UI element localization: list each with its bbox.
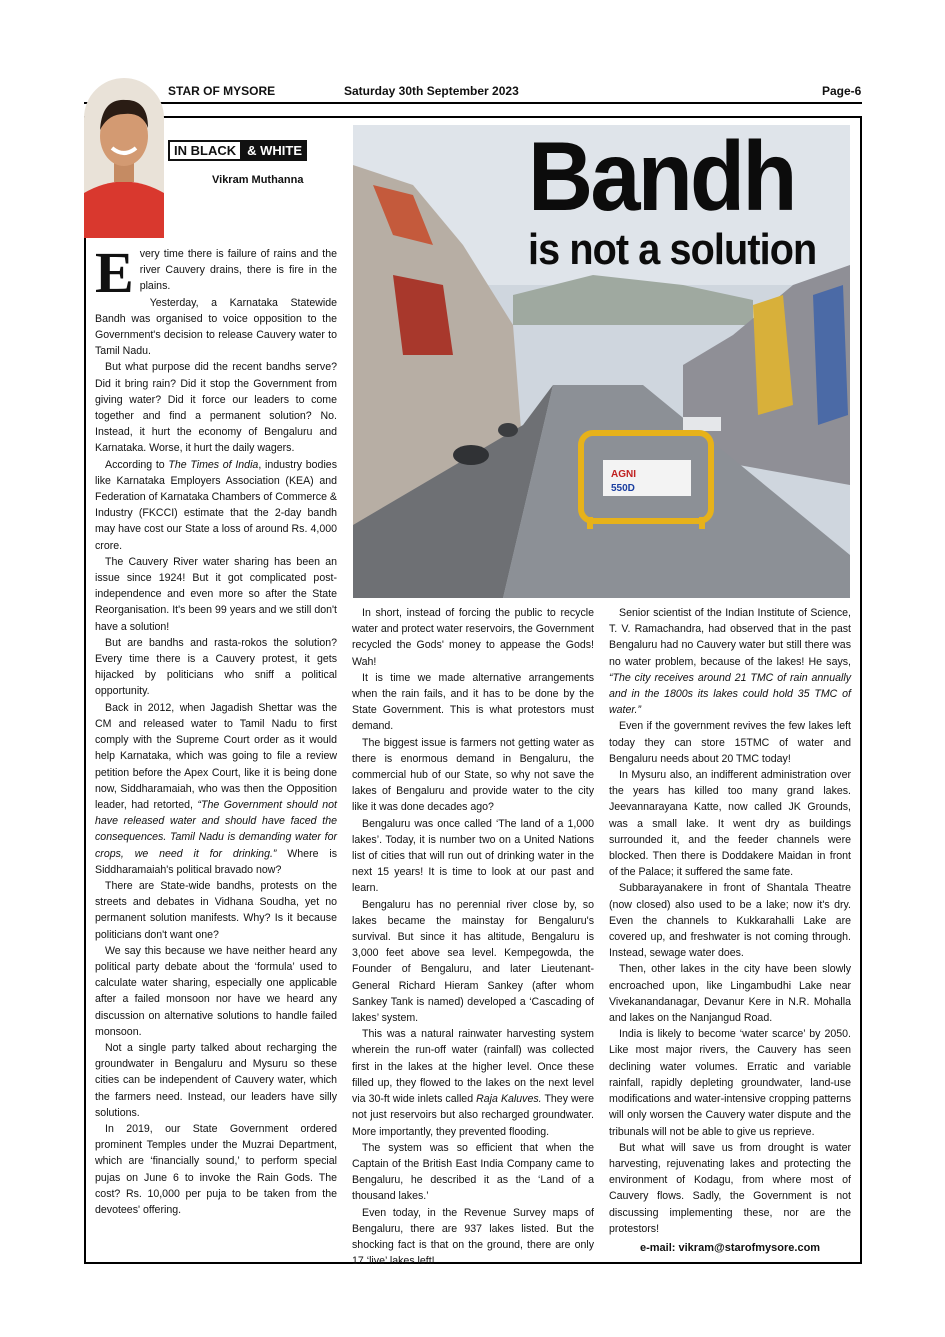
barricade-brand: AGNI <box>611 469 636 480</box>
paragraph: Bengaluru has no perennial river close by, so lakes became the mainstay for Bengaluru's survival. But since it has altitude, Bengaluru is 3,000 feet above sea level. Kempegowda, the Founder of Bengaluru, and later Lieutenant-General Richard Hieram Sankey (after whom Sankey Tank is named) developed a ‘Cascading of lakes’ system. <box>352 898 594 1025</box>
paragraph: Bengaluru was once called ‘The land of a 1,000 lakes’. Today, it is number two on a United Nations list of cities that will run out of drinking water in the next 15 years! It is time to look at our past and learn. <box>352 817 594 895</box>
masthead: STAR OF MYSORE <box>168 84 276 98</box>
author-byline: Vikram Muthanna <box>212 174 304 186</box>
paragraph: Yesterday, a Karnataka Statewide Bandh was organised to voice opposition to the Government's decision to release Cauvery water to Tamil Nadu. <box>95 296 337 358</box>
paragraph: We say this because we have neither heard any political party debate about the ‘formula’ used to calculate water sharing, especially one applicable after a failed monsoon nor have we heard any discussion on alternative solutions to handle failed monsoon. <box>95 944 337 1038</box>
page-number: Page-6 <box>822 84 862 98</box>
paragraph: In 2019, our State Government ordered prominent Temples under the Muzrai Department, which are ‘financially sound,’ to perform special pujas on June 6 to invoke the Rain Gods. The cost? Rs. 10,000 per puja to be taken from the devotees' offering. <box>95 1122 337 1216</box>
paragraph: But what will save us from drought is water harvesting, rejuvenating lakes and protecting the environment of Kodagu, from where most of Cauvery flows. Sadly, the Government is not discussing implementing these, nor are the protestors! <box>609 1141 851 1235</box>
article-column-1 <box>95 240 338 1218</box>
paragraph: Subbarayanakere in front of Shantala Theatre (now closed) also used to be a lake; now it's dry. Even the channels to Kukkarahalli Lake are covered up, and freshwater is not coming through. Instead, sewage water does. <box>609 882 851 960</box>
drop-cap: E <box>95 240 134 305</box>
issue-date: Saturday 30th September 2023 <box>344 84 519 98</box>
paragraph: Then, other lakes in the city have been slowly encroached upon, like Lingambudhi Lake near Vivekanandanagar, Devanur Kere in N.R. Mohalla and lakes on the Nanjangud Road. <box>609 963 851 1025</box>
paragraph: Even today, in the Revenue Survey maps of Bengaluru, there are 937 lakes listed. But the shocking fact is that on the ground, there are only 17 ‘live’ lakes left! <box>352 1206 594 1268</box>
paragraph: It is time we made alternative arrangements when the rain fails, and it has to be done by the State Government. This is what protestors must demand. <box>352 671 594 733</box>
paragraph: India is likely to become ‘water scarce’ by 2050. Like most major rivers, the Cauvery has seen declining water volumes. Erratic and variable rainfall, rapidly depleting groundwater, land-use modifications and water-intensive cropping patterns will only worsen the Cauvery water dispute and the tribunals will not be able to give us reprieve. <box>609 1028 851 1138</box>
author-portrait-image <box>84 78 164 238</box>
headline-main: Bandh <box>528 121 795 231</box>
paragraph: There are State-wide bandhs, protests on the streets and debates in Vidhana Soudha, yet no permanent solution manifests. Why? Is it because politicians don't want one? <box>95 879 337 941</box>
header-rule <box>84 102 862 104</box>
paragraph: According to The Times of India, industry bodies like Karnataka Employers Association (KEA) and Federation of Karnataka Chambers of Commerce & Industry (FKCCI) estimate that the 2-day bandh may have cost our State a loss of around Rs. 4,000 crore. <box>95 458 338 552</box>
author-email[interactable]: e-mail: vikram@starofmysore.com <box>640 1242 821 1254</box>
paragraph: Every time there is failure of rains and the river Cauvery drains, there is fire in the plains. <box>95 240 337 305</box>
paragraph: Even if the government revives the few lakes left today they can store 15TMC of water and Bengaluru needs about 20 TMC today! <box>609 720 851 765</box>
article-column-3 <box>609 605 851 1237</box>
author-photo <box>84 78 164 238</box>
headline-sub: is not a solution <box>528 225 817 274</box>
paragraph: In short, instead of forcing the public to recycle water and protect water reservoirs, the Government recycled the Gods' money to appease the Gods! Wah! <box>352 607 594 668</box>
column-tag <box>168 140 307 161</box>
paragraph: Senior scientist of the Indian Institute of Science, T. V. Ramachandra, had observed that in the past Bengaluru had no Cauvery water but still there was no water problem, because of the lakes! He says, “The city receives around 21 TMC of rain annually and in the 1800s its lakes could hold 35 TMC of water.” <box>609 607 851 717</box>
paragraph: Not a single party talked about recharging the groundwater in Bengaluru and Mysuru so these cities can be independent of Cauvery water, which the farmers need. Instead, our leaders have silly solutions. <box>95 1041 337 1119</box>
paragraph: But what purpose did the recent bandhs serve? Did it bring rain? Did it stop the Government from giving water? Did it force our leaders to come together and find a permanent solution? No. Instead, it hurt the economy of Bengaluru and Karnataka. Worse, it hurt the daily wagers. <box>95 361 337 455</box>
page-header <box>84 84 862 102</box>
paragraph: The biggest issue is farmers not getting water as there is enormous demand in Bengaluru, the commercial hub of our State, so why not save the lakes of Bengaluru and provide water to the city like it was done decades ago? <box>352 736 594 814</box>
paragraph: This was a natural rainwater harvesting system wherein the run-off water (rainfall) was collected first in the lakes at the higher level. Once these filled up, they flowed to the lakes on the next level via 30-ft wide inlets called Raja Kaluves. They were not just reservoirs but also recharged groundwater. More importantly, they prevented flooding. <box>352 1028 594 1138</box>
paragraph: Back in 2012, when Jagadish Shettar was the CM and released water to Tamil Nadu to first comply with the Supreme Court order as it would help Karnataka, which was going to file a review petition before the Apex Court, like it is being done now, Siddharamaiah, who was then the Opposition leader, had retorted, “The Government should not have released water and should have faced the consequences. Tamil Nadu is demanding water for crops, we need it for drinking.” Where is Siddharamaiah's political bravado now? <box>95 701 337 876</box>
tag-and-white: & WHITE <box>242 140 307 161</box>
paragraph: The Cauvery River water sharing has been an issue since 1924! But it got complicated post-independence and even more so after the State Reorganisation. It's been 99 years and we still don't have a solution! <box>95 555 337 633</box>
article-column-2 <box>352 605 594 1269</box>
paragraph: In Mysuru also, an indifferent administration over the years has killed too many grand lakes. Jeevannarayana Katte, now called JK Grounds, was a small lake. It went dry as buildings surrounded it, and the feeder channels were blocked. Then there is Doddakere Maidan in front of the Palace; it suffered the same fate. <box>609 769 851 879</box>
paragraph: The system was so efficient that when the Captain of the British East India Company came to Bengaluru, he described it as the ‘Land of a thousand lakes.’ <box>352 1141 594 1203</box>
tag-in-black: IN BLACK <box>168 140 242 161</box>
paragraph: But are bandhs and rasta-rokos the solution? Every time there is a Cauvery protest, it gets hijacked by politicians who sniff a political opportunity. <box>95 636 337 698</box>
barricade-number: 550D <box>611 483 635 494</box>
